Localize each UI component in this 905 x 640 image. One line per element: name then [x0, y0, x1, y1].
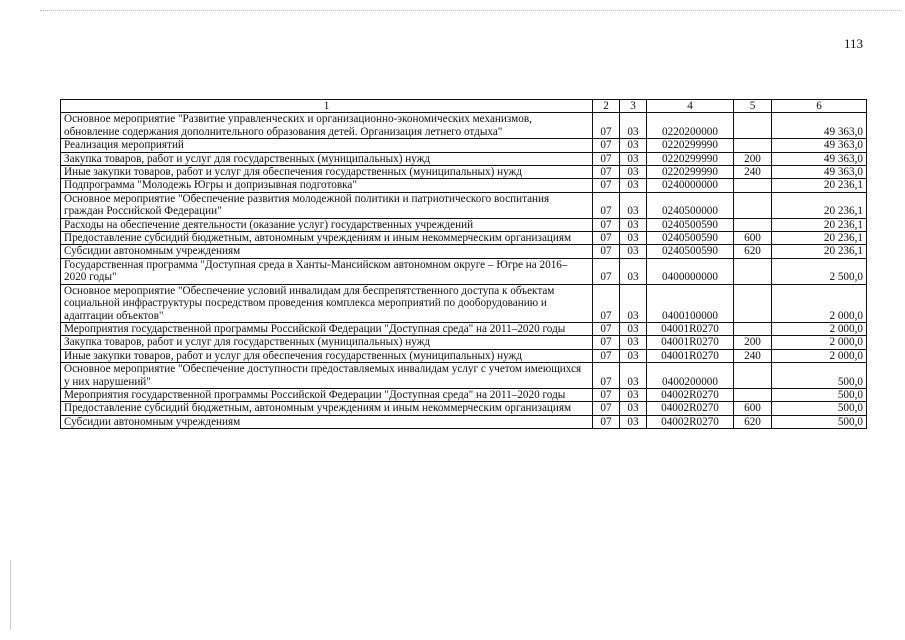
section-code-cell: 07 [593, 218, 620, 231]
target-article-cell: 0400100000 [647, 284, 734, 322]
target-article-cell: 0240000000 [647, 179, 734, 192]
row-name-cell: Расходы на обеспечение деятельности (оказание услуг) государственных учреждений [61, 218, 593, 231]
amount-cell: 500,0 [772, 388, 867, 401]
section-code-cell: 07 [593, 179, 620, 192]
col-header-2: 2 [593, 100, 620, 113]
expense-type-cell [734, 363, 772, 389]
subsection-code-cell: 03 [620, 388, 647, 401]
target-article-cell: 0240500590 [647, 232, 734, 245]
target-article-cell: 04001R0270 [647, 349, 734, 362]
header-row [61, 100, 867, 113]
page-number: 113 [843, 36, 863, 51]
target-article-cell: 0400000000 [647, 258, 734, 284]
target-article-cell: 04002R0270 [647, 388, 734, 401]
expense-type-cell: 200 [734, 336, 772, 349]
table-row [61, 192, 867, 218]
subsection-code-cell: 03 [620, 402, 647, 415]
target-article-cell: 0220299990 [647, 139, 734, 152]
table-row [61, 232, 867, 245]
table-row [61, 113, 867, 139]
section-code-cell: 07 [593, 402, 620, 415]
expense-type-cell: 620 [734, 415, 772, 428]
subsection-code-cell: 03 [620, 139, 647, 152]
amount-cell: 20 236,1 [772, 179, 867, 192]
expense-type-cell: 600 [734, 402, 772, 415]
expense-type-cell [734, 388, 772, 401]
expense-type-cell [734, 284, 772, 322]
subsection-code-cell: 03 [620, 415, 647, 428]
table-row [61, 388, 867, 401]
section-code-cell: 07 [593, 415, 620, 428]
table-row [61, 218, 867, 231]
amount-cell: 500,0 [772, 402, 867, 415]
amount-cell: 49 363,0 [772, 139, 867, 152]
section-code-cell: 07 [593, 258, 620, 284]
table-row [61, 284, 867, 322]
row-name-cell: Закупка товаров, работ и услуг для государственных (муниципальных) нужд [61, 336, 593, 349]
subsection-code-cell: 03 [620, 245, 647, 258]
row-name-cell: Основное мероприятие "Обеспечение развития молодежной политики и патриотического воспитания граждан Российской Федерации" [61, 192, 593, 218]
row-name-cell: Подпрограмма "Молодежь Югры и допризывная подготовка" [61, 179, 593, 192]
expense-type-cell: 620 [734, 245, 772, 258]
scan-artifact-line [40, 10, 900, 11]
section-code-cell: 07 [593, 139, 620, 152]
table-row [61, 258, 867, 284]
amount-cell: 20 236,1 [772, 218, 867, 231]
table-row [61, 179, 867, 192]
section-code-cell: 07 [593, 245, 620, 258]
table-row [61, 415, 867, 428]
row-name-cell: Субсидии автономным учреждениям [61, 245, 593, 258]
amount-cell: 500,0 [772, 415, 867, 428]
expense-type-cell: 240 [734, 166, 772, 179]
expense-type-cell [734, 218, 772, 231]
amount-cell: 2 000,0 [772, 284, 867, 322]
subsection-code-cell: 03 [620, 152, 647, 165]
target-article-cell: 04001R0270 [647, 322, 734, 335]
target-article-cell: 0240500590 [647, 218, 734, 231]
subsection-code-cell: 03 [620, 166, 647, 179]
section-code-cell: 07 [593, 152, 620, 165]
section-code-cell: 07 [593, 336, 620, 349]
amount-cell: 49 363,0 [772, 152, 867, 165]
subsection-code-cell: 03 [620, 113, 647, 139]
expense-type-cell [734, 139, 772, 152]
amount-cell: 49 363,0 [772, 113, 867, 139]
table-row [61, 139, 867, 152]
amount-cell: 20 236,1 [772, 232, 867, 245]
table-row [61, 349, 867, 362]
target-article-cell: 0220200000 [647, 113, 734, 139]
section-code-cell: 07 [593, 349, 620, 362]
row-name-cell: Закупка товаров, работ и услуг для государственных (муниципальных) нужд [61, 152, 593, 165]
table-row [61, 363, 867, 389]
col-header-1: 1 [61, 100, 593, 113]
amount-cell: 2 000,0 [772, 322, 867, 335]
target-article-cell: 0240500000 [647, 192, 734, 218]
col-header-3: 3 [620, 100, 647, 113]
table-row [61, 166, 867, 179]
target-article-cell: 04002R0270 [647, 415, 734, 428]
amount-cell: 500,0 [772, 363, 867, 389]
row-name-cell: Мероприятия государственной программы Российской Федерации "Доступная среда" на 2011–2020 годы [61, 322, 593, 335]
section-code-cell: 07 [593, 322, 620, 335]
amount-cell: 49 363,0 [772, 166, 867, 179]
expense-type-cell [734, 113, 772, 139]
expense-type-cell [734, 322, 772, 335]
target-article-cell: 0240500590 [647, 245, 734, 258]
subsection-code-cell: 03 [620, 322, 647, 335]
row-name-cell: Предоставление субсидий бюджетным, автономным учреждениям и иным некоммерческим организациям [61, 232, 593, 245]
row-name-cell: Мероприятия государственной программы Российской Федерации "Доступная среда" на 2011–2020 годы [61, 388, 593, 401]
section-code-cell: 07 [593, 192, 620, 218]
subsection-code-cell: 03 [620, 179, 647, 192]
section-code-cell: 07 [593, 284, 620, 322]
row-name-cell: Предоставление субсидий бюджетным, автономным учреждениям и иным некоммерческим организациям [61, 402, 593, 415]
subsection-code-cell: 03 [620, 218, 647, 231]
section-code-cell: 07 [593, 232, 620, 245]
section-code-cell: 07 [593, 166, 620, 179]
subsection-code-cell: 03 [620, 363, 647, 389]
col-header-4: 4 [647, 100, 734, 113]
table-row [61, 336, 867, 349]
expense-type-cell [734, 258, 772, 284]
section-code-cell: 07 [593, 388, 620, 401]
expense-type-cell: 200 [734, 152, 772, 165]
margin-scan-mark [10, 560, 11, 630]
section-code-cell: 07 [593, 363, 620, 389]
amount-cell: 20 236,1 [772, 245, 867, 258]
target-article-cell: 0220299990 [647, 166, 734, 179]
subsection-code-cell: 03 [620, 232, 647, 245]
expense-type-cell [734, 192, 772, 218]
table-row [61, 245, 867, 258]
col-header-5: 5 [734, 100, 772, 113]
section-code-cell: 07 [593, 113, 620, 139]
target-article-cell: 0220299990 [647, 152, 734, 165]
target-article-cell: 04001R0270 [647, 336, 734, 349]
table-row [61, 402, 867, 415]
row-name-cell: Основное мероприятие "Обеспечение условий инвалидам для беспрепятственного доступа к объектам социальной инфраструктуры посредством проведения комплекса мероприятий по дооборудованию и адаптации объектов" [61, 284, 593, 322]
row-name-cell: Основное мероприятие "Обеспечение доступности предоставляемых инвалидам услуг с учетом имеющихся у них нарушений" [61, 363, 593, 389]
amount-cell: 2 500,0 [772, 258, 867, 284]
subsection-code-cell: 03 [620, 192, 647, 218]
subsection-code-cell: 03 [620, 258, 647, 284]
target-article-cell: 04002R0270 [647, 402, 734, 415]
subsection-code-cell: 03 [620, 284, 647, 322]
amount-cell: 2 000,0 [772, 336, 867, 349]
row-name-cell: Иные закупки товаров, работ и услуг для обеспечения государственных (муниципальных) нужд [61, 166, 593, 179]
subsection-code-cell: 03 [620, 336, 647, 349]
amount-cell: 2 000,0 [772, 349, 867, 362]
expense-type-cell: 240 [734, 349, 772, 362]
expense-type-cell [734, 179, 772, 192]
amount-cell: 20 236,1 [772, 192, 867, 218]
row-name-cell: Государственная программа "Доступная среда в Ханты-Мансийском автономном округе – Югре на 2016–2020 годы" [61, 258, 593, 284]
row-name-cell: Иные закупки товаров, работ и услуг для обеспечения государственных (муниципальных) нужд [61, 349, 593, 362]
row-name-cell: Реализация мероприятий [61, 139, 593, 152]
target-article-cell: 0400200000 [647, 363, 734, 389]
expense-type-cell: 600 [734, 232, 772, 245]
row-name-cell: Основное мероприятие "Развитие управленческих и организационно-экономических механизмов, обновление содержания дополнительного образования детей. Организация летнего отдыха" [61, 113, 593, 139]
table-row [61, 152, 867, 165]
col-header-6: 6 [772, 100, 867, 113]
subsection-code-cell: 03 [620, 349, 647, 362]
table-row [61, 322, 867, 335]
row-name-cell: Субсидии автономным учреждениям [61, 415, 593, 428]
budget-table [60, 99, 867, 429]
